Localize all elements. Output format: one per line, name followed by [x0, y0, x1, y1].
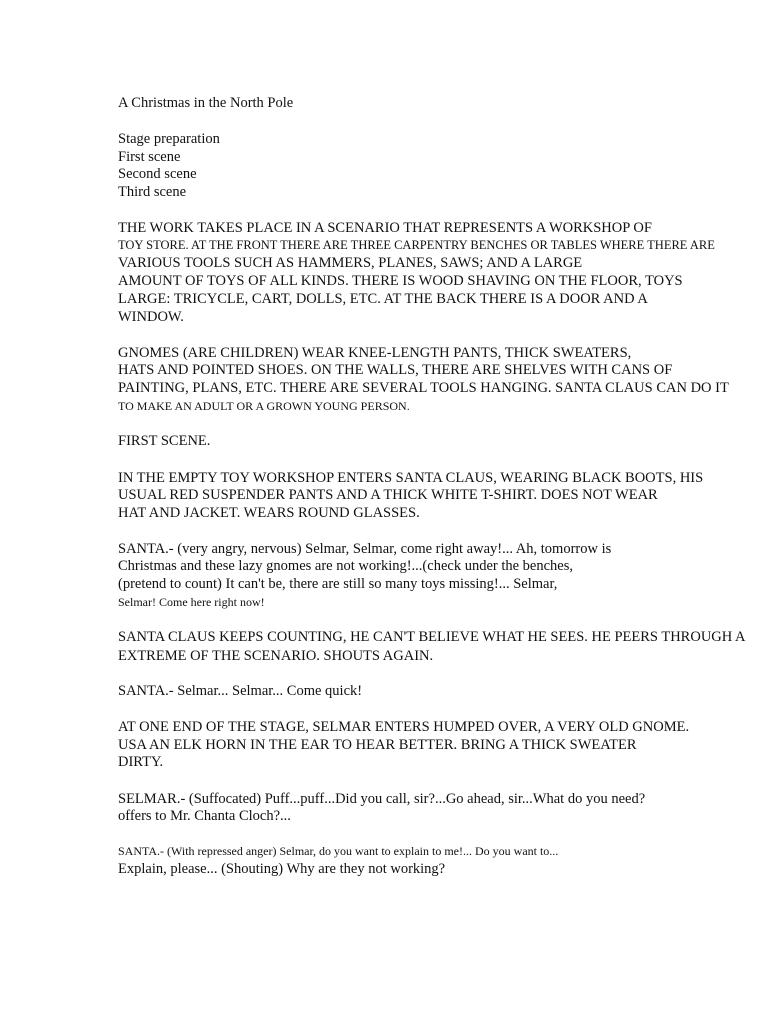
setting-line: TOY STORE. AT THE FRONT THERE ARE THREE CARPENTRY BENCHES OR TABLES WHERE THERE ARE — [118, 238, 715, 252]
scene-direction-line: USUAL RED SUSPENDER PANTS AND A THICK WHITE T-SHIRT. DOES NOT WEAR — [118, 487, 658, 503]
toc-item-stage-preparation: Stage preparation — [118, 131, 220, 147]
gnomes-line: TO MAKE AN ADULT OR A GROWN YOUNG PERSON. — [118, 399, 410, 413]
toc-item-second-scene: Second scene — [118, 166, 197, 182]
setting-line: VARIOUS TOOLS SUCH AS HAMMERS, PLANES, SAWS; AND A LARGE — [118, 255, 583, 271]
gnomes-line: PAINTING, PLANS, ETC. THERE ARE SEVERAL TOOLS HANGING. SANTA CLAUS CAN DO IT — [118, 380, 729, 396]
selmar-dialogue-line: offers to Mr. Chanta Cloch?... — [118, 808, 291, 824]
santa-dialogue-line: SANTA.- Selmar... Selmar... Come quick! — [118, 683, 363, 699]
santa-dialogue-line: SANTA.- (very angry, nervous) Selmar, Selmar, come right away!... Ah, tomorrow is — [118, 541, 612, 557]
first-scene-heading: FIRST SCENE. — [118, 433, 211, 449]
selmar-direction-line: DIRTY. — [118, 754, 164, 770]
selmar-dialogue-line: SELMAR.- (Suffocated) Puff...puff...Did you call, sir?...Go ahead, sir...What do you need? — [118, 791, 646, 807]
toc-item-first-scene: First scene — [118, 149, 181, 165]
setting-line: AMOUNT OF TOYS OF ALL KINDS. THERE IS WOOD SHAVING ON THE FLOOR, TOYS — [118, 273, 683, 289]
santa-dialogue-line: Selmar! Come here right now! — [118, 595, 265, 609]
toc-item-third-scene: Third scene — [118, 184, 187, 200]
santa-dialogue-line: (pretend to count) It can't be, there are still so many toys missing!... Selmar, — [118, 576, 558, 592]
setting-line: WINDOW. — [118, 309, 184, 325]
document-title: A Christmas in the North Pole — [118, 95, 294, 111]
setting-line: THE WORK TAKES PLACE IN A SCENARIO THAT REPRESENTS A WORKSHOP OF — [118, 220, 652, 236]
scene-direction-line: HAT AND JACKET. WEARS ROUND GLASSES. — [118, 505, 420, 521]
gnomes-line: GNOMES (ARE CHILDREN) WEAR KNEE-LENGTH PANTS, THICK SWEATERS, — [118, 345, 632, 361]
counting-direction-line: EXTREME OF THE SCENARIO. SHOUTS AGAIN. — [118, 648, 434, 664]
santa-dialogue-line: Explain, please... (Shouting) Why are they not working? — [118, 861, 446, 877]
scene-direction-line: IN THE EMPTY TOY WORKSHOP ENTERS SANTA CLAUS, WEARING BLACK BOOTS, HIS — [118, 470, 704, 486]
selmar-direction-line: AT ONE END OF THE STAGE, SELMAR ENTERS HUMPED OVER, A VERY OLD GNOME. — [118, 719, 690, 735]
gnomes-line: HATS AND POINTED SHOES. ON THE WALLS, THERE ARE SHELVES WITH CANS OF — [118, 362, 673, 378]
selmar-direction-line: USA AN ELK HORN IN THE EAR TO HEAR BETTER. BRING A THICK SWEATER — [118, 737, 637, 753]
santa-dialogue-line: Christmas and these lazy gnomes are not working!...(check under the benches, — [118, 558, 573, 574]
counting-direction-line: SANTA CLAUS KEEPS COUNTING, HE CAN'T BELIEVE WHAT HE SEES. HE PEERS THROUGH A — [118, 629, 746, 645]
santa-dialogue-line: SANTA.- (With repressed anger) Selmar, do you want to explain to me!... Do you want to... — [118, 844, 559, 858]
setting-line: LARGE: TRICYCLE, CART, DOLLS, ETC. AT THE BACK THERE IS A DOOR AND A — [118, 291, 648, 307]
